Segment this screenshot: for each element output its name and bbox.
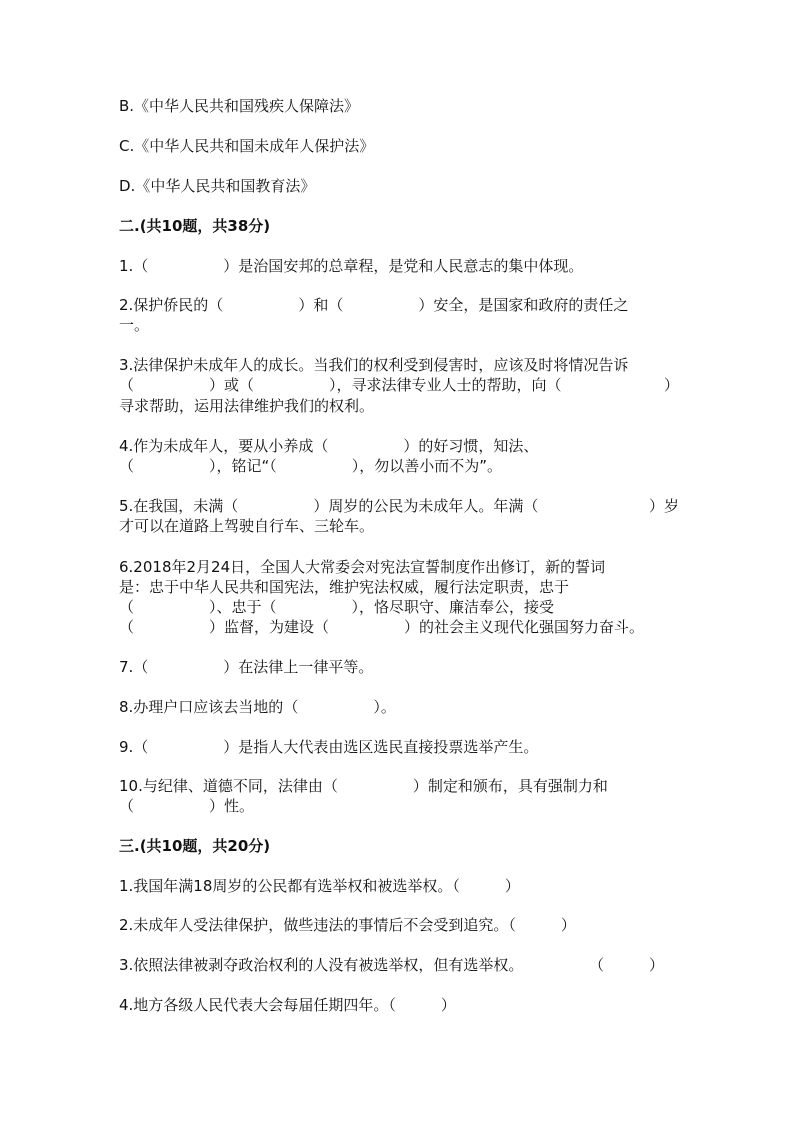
s2-question-5-line-1-left: 5.在我国，未满（ ）周岁的公民为未成年人。年满（ — [119, 497, 539, 515]
option-d: D.《中华人民共和国教育法》 — [119, 177, 316, 195]
s2-question-3-line-2-right: ） — [663, 376, 679, 394]
s2-question-3-line-3: 寻求帮助，运用法律维护我们的权利。 — [119, 397, 375, 415]
s2-question-6-line-3: （ ）、忠于（ ），恪尽职守、廉洁奉公，接受 — [119, 598, 555, 616]
s3-question-4: 4.地方各级人民代表大会每届任期四年。（ ） — [119, 996, 456, 1014]
s2-question-5-line-2: 才可以在道路上驾驶自行车、三轮车。 — [119, 517, 375, 535]
s2-question-7: 7.（ ）在法律上一律平等。 — [119, 658, 374, 676]
s2-question-9: 9.（ ）是指人大代表由选区选民直接投票选举产生。 — [119, 738, 539, 756]
s2-question-3-line-2 — [119, 375, 679, 395]
section-3-heading: 三.(共10题，共20分) — [119, 837, 271, 855]
s2-question-4-line-2: （ ），铭记“（ ），勿以善小而不为”。 — [119, 457, 503, 475]
s2-question-6-line-2: 是：忠于中华人民共和国宪法，维护宪法权威，履行法定职责，忠于 — [119, 578, 570, 596]
s2-question-3-line-2-left: （ ）或（ ），寻求法律专业人士的帮助，向（ — [119, 376, 562, 394]
s3-question-1: 1.我国年满18周岁的公民都有选举权和被选举权。（ ） — [119, 877, 520, 895]
s2-question-3-line-1: 3.法律保护未成年人的成长。当我们的权利受到侵害时，应该及时将情况告诉 — [119, 356, 629, 374]
s2-question-6-line-4: （ ）监督，为建设（ ）的社会主义现代化强国努力奋斗。 — [119, 618, 645, 636]
s2-question-10-line-2: （ ）性。 — [119, 797, 255, 815]
section-2-heading: 二.(共10题，共38分) — [119, 217, 271, 235]
s3-question-2: 2.未成年人受法律保护，做些违法的事情后不会受到追究。（ ） — [119, 916, 576, 934]
s2-question-5-line-1 — [119, 496, 679, 516]
s3-question-3 — [119, 955, 664, 975]
s2-question-1: 1.（ ）是治国安邦的总章程，是党和人民意志的集中体现。 — [119, 257, 584, 275]
s2-question-5-line-1-right: ）岁 — [648, 497, 679, 515]
s2-question-2-line-2: 一。 — [119, 316, 150, 334]
option-b: B.《中华人民共和国残疾人保障法》 — [119, 97, 360, 115]
option-c: C.《中华人民共和国未成年人保护法》 — [119, 137, 375, 155]
s2-question-2-line-1: 2.保护侨民的（ ）和（ ）安全，是国家和政府的责任之 — [119, 296, 629, 314]
s2-question-6-line-1: 6.2018年2月24日，全国人大常委会对宪法宣誓制度作出修订，新的誓词 — [119, 558, 606, 576]
s3-question-3-text: 3.依照法律被剥夺政治权利的人没有被选举权，但有选举权。 — [119, 956, 524, 974]
s2-question-8: 8.办理户口应该去当地的（ ）。 — [119, 698, 396, 716]
s2-question-4-line-1: 4.作为未成年人，要从小养成（ ）的好习惯，知法、 — [119, 437, 539, 455]
s2-question-10-line-1: 10.与纪律、道德不同，法律由（ ）制定和颁布，具有强制力和 — [119, 777, 608, 795]
s3-question-3-blank: （ ） — [588, 956, 664, 974]
